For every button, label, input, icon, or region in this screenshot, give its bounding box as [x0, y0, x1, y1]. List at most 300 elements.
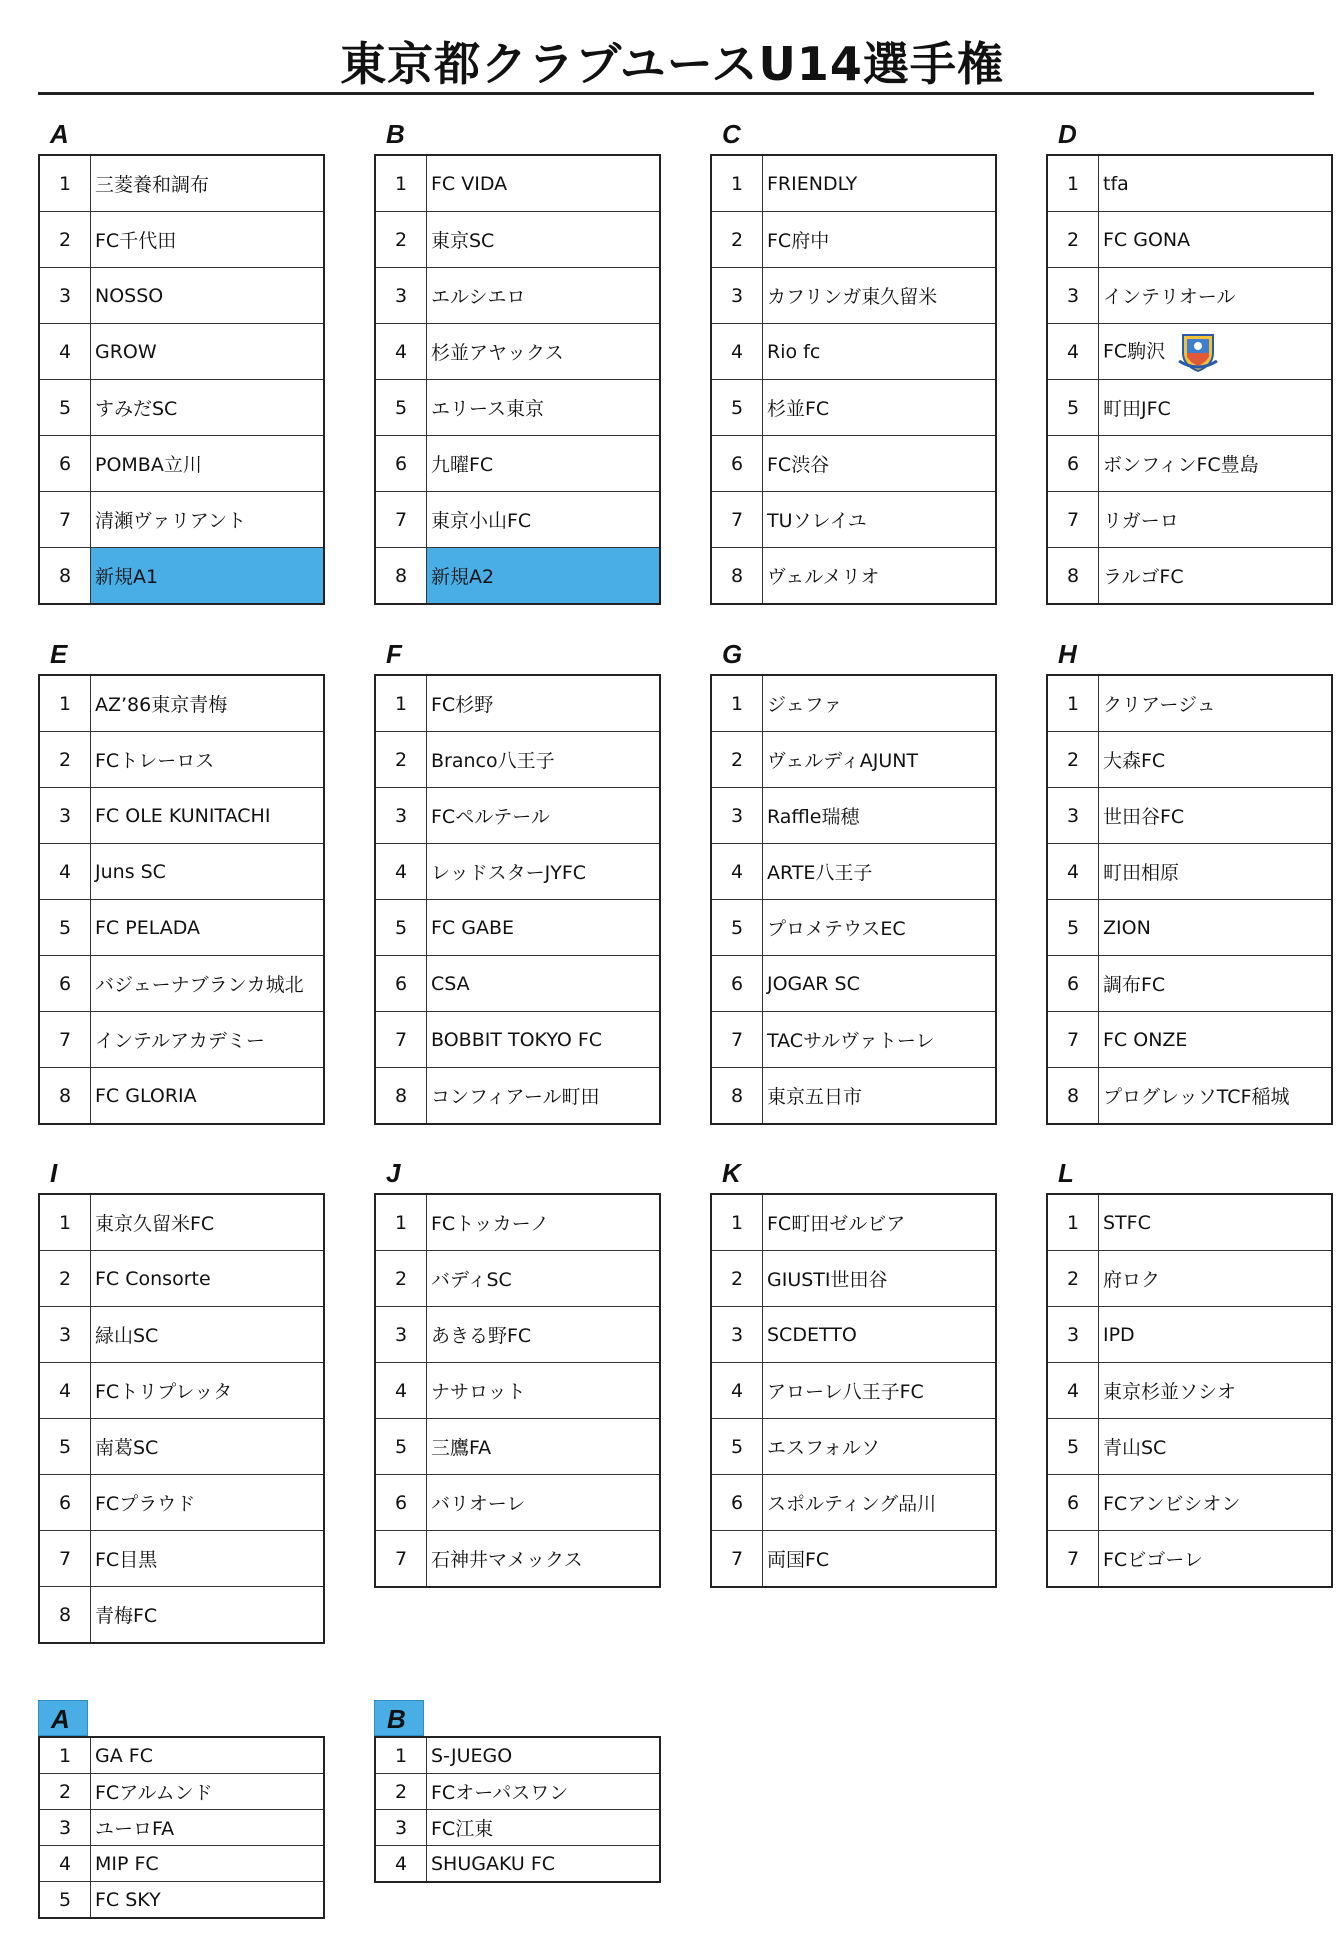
team-name-text: 町田相原 — [1103, 862, 1180, 884]
table-row — [39, 1882, 324, 1919]
seed-number: 8 — [39, 1068, 91, 1125]
seed-number: 1 — [39, 675, 91, 732]
seed-number: 5 — [1047, 900, 1099, 956]
seed-number: 5 — [711, 1419, 763, 1475]
table-row — [711, 732, 996, 788]
team-name — [427, 324, 661, 380]
team-name-text: STFC — [1103, 1211, 1151, 1234]
table-row — [711, 1194, 996, 1251]
table-row — [39, 212, 324, 268]
table-row — [375, 1068, 660, 1125]
team-name-text: FCトッカーノ — [431, 1213, 550, 1235]
team-name — [427, 1475, 661, 1531]
team-name — [91, 675, 325, 732]
team-name — [91, 1810, 325, 1846]
team-name-text: 九曜FC — [431, 454, 494, 476]
team-name — [427, 1774, 661, 1810]
seed-number: 6 — [1047, 1475, 1099, 1531]
team-name — [1099, 900, 1333, 956]
seed-number: 1 — [375, 1194, 427, 1251]
team-table — [710, 674, 997, 1125]
team-name-text: MIP FC — [95, 1852, 159, 1875]
table-row — [711, 324, 996, 380]
table-row — [711, 380, 996, 436]
seed-number: 5 — [375, 1419, 427, 1475]
seed-number: 3 — [39, 1810, 91, 1846]
team-name — [427, 1012, 661, 1068]
team-name — [1099, 1475, 1333, 1531]
team-name-text: S-JUEGO — [431, 1744, 513, 1767]
team-name — [763, 268, 997, 324]
team-name-text: FCペルテール — [431, 806, 550, 828]
seed-number: 4 — [711, 844, 763, 900]
seed-number: 1 — [375, 675, 427, 732]
team-name — [91, 1475, 325, 1531]
table-row — [1047, 212, 1332, 268]
seed-number: 2 — [39, 1774, 91, 1810]
team-name — [763, 492, 997, 548]
team-name-text: Rio fc — [767, 340, 821, 363]
seed-number: 5 — [1047, 1419, 1099, 1475]
seed-number: 4 — [375, 1363, 427, 1419]
team-name — [427, 844, 661, 900]
team-name — [1099, 844, 1333, 900]
team-name — [91, 1012, 325, 1068]
team-name-text: 東京久留米FC — [95, 1213, 215, 1235]
table-row — [1047, 492, 1332, 548]
table-row — [1047, 1475, 1332, 1531]
team-name-text: インテルアカデミー — [95, 1030, 265, 1052]
team-name — [1099, 212, 1333, 268]
table-row — [375, 155, 660, 212]
team-name — [91, 1882, 325, 1919]
table-row — [1047, 1531, 1332, 1588]
team-table — [38, 1736, 325, 1919]
team-name-text: FC GABE — [431, 916, 514, 939]
table-row — [1047, 380, 1332, 436]
team-name — [91, 788, 325, 844]
team-name — [1099, 492, 1333, 548]
table-row — [711, 788, 996, 844]
table-row — [375, 1012, 660, 1068]
team-name-text: SHUGAKU FC — [431, 1852, 556, 1875]
page-title: 東京都クラブユースU14選手権 — [340, 37, 1004, 91]
seed-number: 5 — [375, 380, 427, 436]
team-name-text: エリース東京 — [431, 398, 545, 420]
table-row — [375, 380, 660, 436]
table-row — [1047, 1363, 1332, 1419]
table-row — [39, 1363, 324, 1419]
team-name — [1099, 324, 1333, 380]
team-name — [1099, 155, 1333, 212]
team-name-text: Raffle瑞穂 — [767, 806, 860, 828]
team-name-text: 清瀬ヴァリアント — [95, 510, 247, 532]
table-row — [375, 900, 660, 956]
group-letter: B — [386, 119, 405, 149]
team-name-text: FC GLORIA — [95, 1084, 197, 1107]
team-name — [427, 1363, 661, 1419]
team-name — [763, 900, 997, 956]
team-name-text: ARTE八王子 — [767, 862, 873, 884]
team-name-text: リガーロ — [1103, 510, 1179, 532]
group-letter: J — [386, 1158, 401, 1188]
table-row — [1047, 732, 1332, 788]
team-name-text: CSA — [431, 972, 470, 995]
group-letter: K — [722, 1158, 741, 1188]
seed-number: 8 — [711, 548, 763, 605]
seed-number: 7 — [39, 1531, 91, 1587]
team-name-text: NOSSO — [95, 284, 164, 307]
seed-number: 2 — [375, 732, 427, 788]
table-row — [375, 1531, 660, 1588]
team-name-text: FC PELADA — [95, 916, 201, 939]
table-row — [375, 548, 660, 605]
table-row — [711, 844, 996, 900]
seed-number: 1 — [1047, 155, 1099, 212]
team-table — [710, 1193, 997, 1588]
team-name — [1099, 1068, 1333, 1125]
team-name-text: 南葛SC — [95, 1437, 159, 1459]
team-name-text: 両国FC — [767, 1549, 830, 1571]
team-name-text: ヴェルディAJUNT — [767, 750, 919, 772]
seed-number: 8 — [39, 548, 91, 605]
team-name — [91, 1846, 325, 1882]
group-letter: I — [50, 1158, 58, 1188]
team-name-text: FC ONZE — [1103, 1028, 1188, 1051]
team-name-text: JOGAR SC — [767, 972, 860, 995]
team-table — [374, 1193, 661, 1588]
team-name — [91, 155, 325, 212]
team-name-text: バリオーレ — [431, 1493, 526, 1515]
team-name-text: 調布FC — [1103, 974, 1166, 996]
table-row — [1047, 675, 1332, 732]
seed-number: 4 — [39, 844, 91, 900]
table-row — [39, 1846, 324, 1882]
table-row — [39, 900, 324, 956]
seed-number: 4 — [711, 324, 763, 380]
team-name — [763, 324, 997, 380]
seed-number: 2 — [39, 732, 91, 788]
team-name-text: BOBBIT TOKYO FC — [431, 1028, 603, 1051]
team-name-text: レッドスターJYFC — [431, 862, 587, 884]
seed-number: 6 — [1047, 956, 1099, 1012]
team-name-text: プロメテウスEC — [767, 918, 906, 940]
table-row — [39, 1737, 324, 1774]
team-name — [763, 956, 997, 1012]
seed-number: 5 — [375, 900, 427, 956]
table-row — [375, 675, 660, 732]
seed-number: 2 — [1047, 1251, 1099, 1307]
team-name-text: クリアージュ — [1103, 694, 1216, 716]
team-name-text: ボンフィンFC豊島 — [1103, 454, 1259, 476]
seed-number: 4 — [39, 324, 91, 380]
team-name — [763, 1194, 997, 1251]
team-name — [763, 1068, 997, 1125]
seed-number: 1 — [711, 675, 763, 732]
table-row — [711, 1012, 996, 1068]
team-name-text: FCトレーロス — [95, 750, 215, 772]
seed-number: 1 — [711, 155, 763, 212]
seed-number: 2 — [39, 212, 91, 268]
seed-number: 3 — [1047, 788, 1099, 844]
seed-number: 1 — [375, 1737, 427, 1774]
team-name — [427, 1846, 661, 1883]
table-row — [1047, 268, 1332, 324]
team-name-text: 世田谷FC — [1103, 806, 1185, 828]
table-row — [375, 1475, 660, 1531]
team-name — [427, 1068, 661, 1125]
team-name — [763, 844, 997, 900]
table-row — [375, 436, 660, 492]
team-name-text: ヴェルメリオ — [767, 566, 880, 588]
group-letter: E — [50, 639, 68, 669]
table-row — [711, 1068, 996, 1125]
team-name — [427, 1307, 661, 1363]
table-row — [1047, 956, 1332, 1012]
seed-number: 6 — [711, 1475, 763, 1531]
team-name-text: FC SKY — [95, 1888, 161, 1911]
team-name-text: FC町田ゼルビア — [767, 1213, 906, 1235]
seed-number: 7 — [1047, 1012, 1099, 1068]
team-name-text: FC目黒 — [95, 1549, 158, 1571]
seed-number: 5 — [39, 1419, 91, 1475]
team-name-text: エルシエロ — [431, 286, 526, 308]
team-name — [763, 380, 997, 436]
team-name — [91, 380, 325, 436]
table-row — [39, 380, 324, 436]
seed-number: 2 — [375, 212, 427, 268]
team-name — [91, 956, 325, 1012]
team-name-text: FC Consorte — [95, 1267, 211, 1290]
team-name-text: 東京SC — [431, 230, 495, 252]
team-name-text: 町田JFC — [1103, 398, 1171, 420]
team-name-text: FC OLE KUNITACHI — [95, 804, 271, 827]
seed-number: 2 — [375, 1251, 427, 1307]
table-row — [39, 788, 324, 844]
table-row — [375, 1194, 660, 1251]
team-name-text: エスフォルソ — [767, 1437, 881, 1459]
seed-number: 5 — [39, 1882, 91, 1919]
table-row — [375, 1419, 660, 1475]
table-row — [39, 492, 324, 548]
seed-number: 5 — [711, 380, 763, 436]
seed-number: 8 — [39, 1587, 91, 1644]
seed-number: 2 — [711, 212, 763, 268]
group-letter: F — [386, 639, 402, 669]
team-name — [763, 436, 997, 492]
team-name-text: SCDETTO — [767, 1323, 857, 1346]
table-row — [375, 788, 660, 844]
table-row — [375, 844, 660, 900]
team-name-text: 新規A2 — [431, 566, 495, 588]
table-row — [711, 675, 996, 732]
table-row — [39, 155, 324, 212]
table-row — [375, 1737, 660, 1774]
team-name-text: スポルティング品川 — [767, 1493, 937, 1515]
team-name-text: 青梅FC — [95, 1605, 158, 1627]
seed-number: 3 — [711, 788, 763, 844]
team-name — [91, 1774, 325, 1810]
seed-number: 2 — [711, 732, 763, 788]
team-name-text: すみだSC — [95, 398, 178, 420]
group-letter: L — [1058, 1158, 1074, 1188]
team-name-text: GIUSTI世田谷 — [767, 1269, 888, 1291]
team-name — [763, 1419, 997, 1475]
table-row — [1047, 1419, 1332, 1475]
team-table — [38, 674, 325, 1125]
seed-number: 3 — [39, 268, 91, 324]
table-row — [711, 1475, 996, 1531]
table-row — [375, 268, 660, 324]
table-row — [39, 1012, 324, 1068]
seed-number: 3 — [1047, 1307, 1099, 1363]
team-name-text: FCトリプレッタ — [95, 1381, 233, 1403]
team-name — [1099, 1531, 1333, 1588]
team-name-text: 東京杉並ソシオ — [1103, 1381, 1237, 1403]
table-row — [1047, 1251, 1332, 1307]
team-name-text: FCオーパスワン — [431, 1782, 569, 1804]
team-name-text: AZ’86東京青梅 — [95, 694, 228, 716]
team-name-text: Branco八王子 — [431, 750, 555, 772]
team-name-text: アローレ八王子FC — [767, 1381, 924, 1403]
team-name — [763, 548, 997, 605]
team-name-text: カフリンガ東久留米 — [767, 286, 938, 308]
seed-number: 4 — [1047, 844, 1099, 900]
group-letter: C — [722, 119, 741, 149]
team-name-text: 東京五日市 — [767, 1086, 863, 1108]
team-name-text: プログレッソTCF稲城 — [1103, 1086, 1290, 1108]
seed-number: 2 — [711, 1251, 763, 1307]
table-row — [1047, 155, 1332, 212]
seed-number: 1 — [375, 155, 427, 212]
seed-number: 3 — [375, 268, 427, 324]
team-name-text: 杉並アヤックス — [431, 342, 564, 364]
team-name — [1099, 1012, 1333, 1068]
table-row — [39, 1475, 324, 1531]
team-name-text: FC千代田 — [95, 230, 177, 252]
seed-number: 5 — [39, 380, 91, 436]
table-row — [711, 1419, 996, 1475]
table-row — [39, 268, 324, 324]
seed-number: 6 — [711, 436, 763, 492]
table-row — [39, 548, 324, 605]
table-row — [375, 1251, 660, 1307]
team-name — [427, 155, 661, 212]
team-name — [427, 436, 661, 492]
seed-number: 4 — [39, 1363, 91, 1419]
seed-number: 1 — [1047, 675, 1099, 732]
table-row — [711, 492, 996, 548]
team-name-text: FCビゴーレ — [1103, 1549, 1203, 1571]
team-name-text: 新規A1 — [95, 566, 159, 588]
team-name-text: FC VIDA — [431, 172, 508, 195]
group-letter: A — [50, 119, 69, 149]
seed-number: 5 — [711, 900, 763, 956]
team-name — [91, 492, 325, 548]
seed-number: 1 — [1047, 1194, 1099, 1251]
table-row — [711, 900, 996, 956]
table-row — [375, 1810, 660, 1846]
table-row — [375, 212, 660, 268]
seed-number: 1 — [39, 1194, 91, 1251]
seed-number: 3 — [39, 788, 91, 844]
team-name-text: tfa — [1103, 172, 1129, 195]
seed-number: 3 — [711, 268, 763, 324]
seed-number: 7 — [711, 492, 763, 548]
team-name-text: バディSC — [431, 1269, 512, 1291]
table-row — [375, 956, 660, 1012]
seed-number: 7 — [39, 492, 91, 548]
seed-number: 7 — [1047, 1531, 1099, 1588]
team-name-text: 石神井マメックス — [431, 1549, 583, 1571]
team-name-text: ナサロット — [431, 1381, 526, 1403]
team-name-text: ラルゴFC — [1103, 566, 1184, 588]
team-name-text: インテリオール — [1103, 286, 1236, 308]
team-name — [427, 900, 661, 956]
team-name — [427, 732, 661, 788]
team-table — [710, 154, 997, 605]
table-row — [1047, 788, 1332, 844]
table-row — [711, 436, 996, 492]
table-row — [39, 1774, 324, 1810]
team-name — [427, 956, 661, 1012]
team-name-text: IPD — [1103, 1323, 1135, 1346]
team-name — [91, 844, 325, 900]
team-name — [91, 1531, 325, 1587]
team-name — [91, 1587, 325, 1644]
team-name — [763, 1363, 997, 1419]
seed-number: 2 — [39, 1251, 91, 1307]
team-table — [374, 154, 661, 605]
team-name — [427, 1810, 661, 1846]
seed-number: 6 — [375, 956, 427, 1012]
table-row — [1047, 436, 1332, 492]
table-row — [39, 1307, 324, 1363]
table-row — [1047, 900, 1332, 956]
team-name — [1099, 732, 1333, 788]
seed-number: 6 — [39, 956, 91, 1012]
team-name — [763, 1475, 997, 1531]
table-row — [375, 324, 660, 380]
team-name-text: FC渋谷 — [767, 454, 830, 476]
team-table — [38, 154, 325, 605]
seed-number: 6 — [39, 1475, 91, 1531]
team-name-text: FC GONA — [1103, 228, 1191, 251]
seed-number: 8 — [711, 1068, 763, 1125]
team-name — [763, 212, 997, 268]
table-row — [39, 1419, 324, 1475]
table-row — [711, 1307, 996, 1363]
table-row — [1047, 1194, 1332, 1251]
team-name — [91, 324, 325, 380]
team-name — [1099, 436, 1333, 492]
team-name — [427, 1194, 661, 1251]
team-name-text: 青山SC — [1103, 1437, 1167, 1459]
team-name — [427, 380, 661, 436]
table-row — [1047, 548, 1332, 605]
team-name — [1099, 788, 1333, 844]
table-row — [1047, 1068, 1332, 1125]
seed-number: 3 — [375, 1810, 427, 1846]
team-name-text: ZION — [1103, 916, 1151, 939]
seed-number: 4 — [711, 1363, 763, 1419]
team-name-text: GA FC — [95, 1744, 153, 1767]
team-name-text: バジェーナブランカ城北 — [95, 974, 304, 996]
team-name — [1099, 1363, 1333, 1419]
seed-number: 4 — [375, 324, 427, 380]
team-table — [374, 674, 661, 1125]
team-name — [91, 1737, 325, 1774]
